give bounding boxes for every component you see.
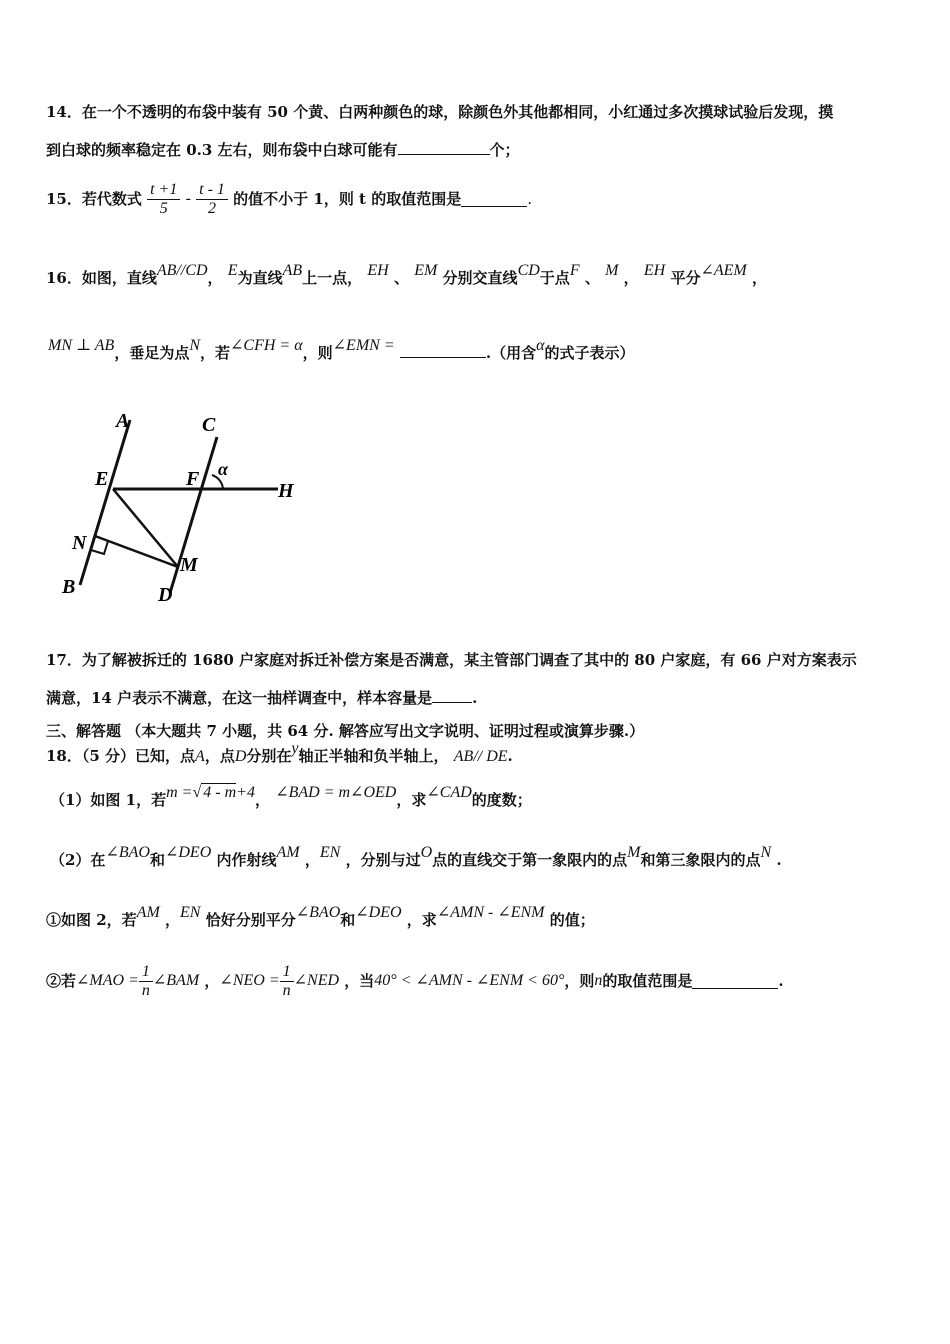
q17-line-1: 17．为了解被拆迁的 1680 户家庭对拆迁补偿方案是否满意，某主管部门调查了其中的 80 户家庭，有 66 户对方案表示 [46,651,857,669]
q18-point-d: D [234,748,247,765]
q18-c1-expression: ∠AMN - ∠ENM [436,904,545,921]
q16-text: 的式子表示） [544,344,635,362]
q18-p1-angle-eq: ∠BAD = m∠OED [275,784,397,801]
fraction-denominator: 5 [147,199,180,218]
q18-p2-point-m: M [627,844,641,861]
q18-p2-text: 和 [149,851,165,869]
q18-p2-text: 点的直线交于第一象限内的点 [432,851,628,869]
q16-angle-aem: ∠AEM [700,262,747,279]
q18-c2-punct: ， [204,972,220,990]
q18-p1-punct: ， [254,791,270,809]
q15-fraction-1 [147,181,180,218]
q18-c2-angle-neo: ∠NEO = [219,972,280,989]
q18-p2-text: （2）在 [50,851,106,869]
q16-punct: ， [751,269,767,287]
q18-ab-parallel-de: AB// DE [453,748,508,765]
q16-punct: 、 [584,269,600,287]
q18-p2-ray-en: EN [319,844,341,861]
q18-p2-text: 和第三象限内的点 [640,851,761,869]
label-f: F [186,468,200,490]
q18-c2-answer-blank[interactable] [692,974,778,989]
q18-c1-text: ①如图 2，若 [46,911,137,929]
q18-p1-end: 的度数； [471,791,532,809]
q18-case-2 [46,960,784,1001]
fraction-numerator: 1 [282,962,291,980]
q18-c2-inequality: 40° < ∠AMN - ∠ENM < 60° [374,972,565,989]
q18-c1-text: ，求 [406,911,437,929]
q15-minus: - [185,190,191,207]
q16-figure [50,405,310,610]
q16-point-m: M [605,262,619,279]
section-3-heading [46,721,644,741]
q16-text: 分别交直线 [442,269,518,287]
q18-p2-point-o: O [420,844,433,861]
label-c: C [202,414,216,436]
q18-c2-text: 的取值范围是 [602,972,693,990]
q18-c2-angle-bam: ∠BAM [152,972,200,989]
q16-eh: EH [643,262,666,279]
q16-text: 为直线 [237,269,283,287]
q16-punct: ， [623,269,639,287]
q18-p2-ray-am: AM [276,844,300,861]
section-title: 三、解答题 [46,722,122,740]
q18-c1-ray-am: AM [136,904,160,921]
fraction-denominator: n [139,981,153,1000]
q18-c2-text: ，当 [344,972,375,990]
q16-text: ，垂足为点 [114,344,190,362]
q18-c2-text: ②若 [46,972,77,990]
q17-text: 满意，14 户表示不满意，在这一抽样调查中，样本容量是 [46,689,433,707]
label-e: E [95,468,109,490]
q18-p1-sqrt-sign: √ [192,784,202,801]
q14-suffix: 个； [489,141,520,159]
q18-p1-plus: +4 [236,784,255,801]
label-n: N [72,532,87,554]
q16-punct: 、 [393,269,409,287]
q16-em: EM [414,262,438,279]
q18-c2-fraction-1 [139,963,153,1000]
q18-text: 18．（5 分）已知，点 [46,747,196,765]
q18-c2-fraction-2 [280,963,294,1000]
q18-c1-angle-deo: ∠DEO [355,904,402,921]
q16-text: .（用含 [485,344,537,362]
q18-p1-sqrt-body: 4 - m [203,784,237,801]
q16-point-e: E [227,262,238,279]
q18-p2-text: ，分别与过 [345,851,421,869]
q16-text: 上一点， [302,269,363,287]
label-m: M [180,554,198,576]
q18-p1-text: ，求 [396,791,427,809]
q18-c2-text: ，则 [564,972,595,990]
q14-answer-blank[interactable] [398,140,490,155]
q18-p2-text: 内作射线 [216,851,277,869]
q16-line-1 [46,262,767,289]
q18-c1-ray-en: EN [180,904,201,921]
q18-c2-angle-mao: ∠MAO = [76,972,139,989]
q18-text: ，点 [204,747,235,765]
line-ab [80,420,130,585]
q16-text: ，则 [302,344,333,362]
q16-angle-cfh: ∠CFH = α [230,337,303,354]
q18-c1-text: 恰好分别平分 [205,911,296,929]
q18-p2-end: . [776,851,782,869]
q14-line-2 [46,140,520,160]
q18-c1-text: 和 [340,911,356,929]
q18-p2-point-n: N [760,844,772,861]
q16-eh: EH [367,262,389,279]
q18-p1-angle-cad: ∠CAD [426,784,472,801]
q16-text: ，若 [200,344,231,362]
q16-point-n: N [189,337,200,354]
q16-alpha: α [536,337,545,354]
q18-p2-punct: ， [304,851,320,869]
q18-y-axis: y [291,740,299,757]
q18-p2-angle-bao: ∠BAO [105,844,150,861]
label-d: D [158,584,173,606]
label-b: B [62,576,76,598]
q16-ab-parallel-cd: AB//CD [156,262,208,279]
section-note: （本大题共 7 小题，共 64 分. 解答应写出文字说明、证明过程或演算步骤.） [126,722,645,740]
q18-p1-m-eq: m = [166,784,193,801]
q16-text: 平分 [670,269,701,287]
q15-end: . [527,190,532,208]
q18-text: 轴正半轴和负半轴上， [298,747,449,765]
q15-fraction-2 [196,181,228,218]
q18-text: 分别在 [246,747,292,765]
fraction-numerator: t - 1 [199,180,225,198]
q18-part-2 [50,844,782,871]
q17-line-2 [46,688,477,708]
q17-answer-blank[interactable] [432,688,472,703]
label-a: A [116,410,130,432]
fraction-numerator: 1 [141,962,150,980]
label-h: H [278,480,294,502]
q16-angle-emn: ∠EMN = [332,337,395,354]
q16-line-ab: AB [282,262,303,279]
fraction-denominator: 2 [196,199,228,218]
q18-p1-text: （1）如图 1，若 [50,791,167,809]
q16-text: 于点 [539,269,570,287]
q16-answer-blank[interactable] [400,343,486,358]
q16-line-cd: CD [517,262,540,279]
q17-end: . [472,689,478,707]
fraction-numerator: t +1 [150,180,178,198]
q18-c1-punct: ， [165,911,181,929]
label-alpha: α [218,459,228,479]
q18-point-a: A [195,748,205,765]
q18-c2-end: . [778,972,784,990]
q15-answer-blank[interactable] [461,192,527,207]
q18-c1-end: 的值； [549,911,595,929]
q14-text: 到白球的频率稳定在 0.3 左右，则布袋中白球可能有 [46,141,398,159]
q18-c2-n: n [594,972,603,989]
q16-line-2 [48,337,635,364]
fraction-denominator: n [280,981,294,1000]
q15 [46,178,532,219]
q15-prefix: 15．若代数式 [46,190,142,208]
q18-end: . [507,747,513,765]
q14-line-1: 14．在一个不透明的布袋中装有 50 个黄、白两种颜色的球，除颜色外其他都相同，小红通过多次摸球试验后发现，摸 [46,103,834,121]
q15-text: 的值不小于 1，则 t 的取值范围是 [233,190,462,208]
q16-number: 16．如图，直线 [46,269,157,287]
q18-header [46,740,513,767]
q16-punct: ， [207,269,223,287]
q18-c1-angle-bao: ∠BAO [295,904,341,921]
q16-point-f: F [569,262,580,279]
q18-p2-angle-deo: ∠DEO [164,844,212,861]
q18-part-1 [50,784,532,811]
q18-case-1 [46,904,595,931]
q18-c2-angle-ned: ∠NED [293,972,340,989]
q16-mn-perp-ab: MN ⊥ AB [48,337,115,354]
